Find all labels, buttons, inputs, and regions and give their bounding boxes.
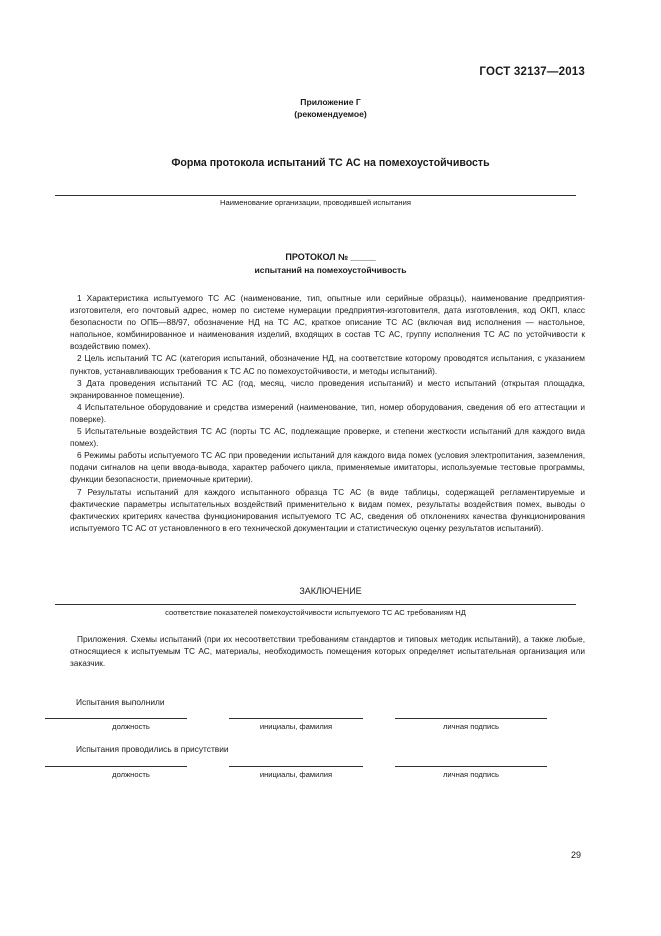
conclusion-caption: соответствие показателей помехоустойчивости испытуемого ТС АС требованиям НД	[165, 608, 466, 617]
position-line	[45, 718, 187, 719]
name-line	[229, 766, 363, 767]
presence-label: Испытания проводились в присутствии	[76, 744, 229, 754]
name-caption: инициалы, фамилия	[259, 770, 333, 779]
protocol-items	[70, 292, 585, 534]
appendices-text	[70, 633, 585, 669]
protocol-title: ПРОТОКОЛ № _____	[285, 252, 376, 262]
signature-caption: личная подпись	[443, 722, 499, 731]
signature-line	[395, 718, 547, 719]
form-title: Форма протокола испытаний ТС АС на помехоустойчивость	[171, 157, 490, 169]
name-line	[229, 718, 363, 719]
organization-line	[55, 195, 576, 196]
protocol-subtitle: испытаний на помехоустойчивость	[254, 265, 407, 275]
standard-number: ГОСТ 32137—2013	[479, 66, 585, 78]
organization-caption: Наименование организации, проводившей испытания	[220, 198, 411, 207]
signature-line	[395, 766, 547, 767]
protocol-item: 2 Цель испытаний ТС АС (категория испытаний, обозначение НД, на соответствие которому проводятся испытания, с указанием пунктов, устанавливающих требования к ТС АС по помехоустойчивости, и методы испытаний).	[70, 353, 585, 376]
name-caption: инициалы, фамилия	[259, 722, 333, 731]
protocol-item: 7 Результаты испытаний для каждого испытанного образца ТС АС (в виде таблицы, содержащей регламентируемые и фактические параметры испытательных воздействий применительно к видам помех, результаты воздействия помех, выводы о фактических критериях качества функционирования испытуемого ТС АС, сведения об отклонениях качества функционирования испытуемого ТС АС от установленного в его технической документации и статистическую оценку результатов испытаний).	[70, 486, 585, 533]
position-caption: должность	[112, 770, 150, 779]
conclusion-title: ЗАКЛЮЧЕНИЕ	[299, 586, 362, 596]
protocol-item: 4 Испытательное оборудование и средства измерений (наименование, тип, номер оборудования, сведения об его аттестации и поверке).	[70, 401, 585, 424]
performed-label: Испытания выполнили	[76, 697, 165, 707]
signature-caption: личная подпись	[443, 770, 499, 779]
protocol-item: 5 Испытательные воздействия ТС АС (порты ТС АС, подлежащие проверке, и степени жесткости испытаний для каждого вида помех).	[70, 426, 585, 449]
protocol-item: 3 Дата проведения испытаний ТС АС (год, месяц, число проведения испытаний) и место испытаний (открытая площадка, экранированное помещение).	[70, 377, 585, 400]
protocol-item: 1 Характеристика испытуемого ТС АС (наименование, тип, опытные или серийные образцы), наименование предприятия-изготовителя, его почтовый адрес, номер по системе нумерации предприятия-изготовителя, дата изготовления, код ОКП, класс безопасности по ОПБ—88/97, обозначение НД на ТС АС, краткое описание ТС АС (включая вид исполнения — настольное, напольное, комбинированное и наименования изделий, входящих в состав ТС АС, группу исполнения ТС АС по устойчивости к воздействию помех).	[70, 293, 585, 352]
appendix-title: Приложение Г	[300, 97, 361, 107]
appendix-status: (рекомендуемое)	[294, 109, 367, 119]
protocol-item: 6 Режимы работы испытуемого ТС АС при проведении испытаний для каждого вида помех (условия электропитания, заземления, подачи сигналов на цепи ввода-вывода, характер рабочего цикла, применяемые имитаторы, используемые тестовые программы, функции безопасности, приемочные критерии).	[70, 450, 585, 485]
appendices-paragraph: Приложения. Схемы испытаний (при их несоответствии требованиям стандартов и типовых методик испытаний), а также любые, относящиеся к испытуемым ТС АС, материалы, необходимость помещения которых определяет испытательная организация или заказчик.	[70, 634, 585, 669]
position-caption: должность	[112, 722, 150, 731]
position-line	[45, 766, 187, 767]
conclusion-line	[55, 604, 576, 605]
page-number: 29	[571, 850, 582, 860]
